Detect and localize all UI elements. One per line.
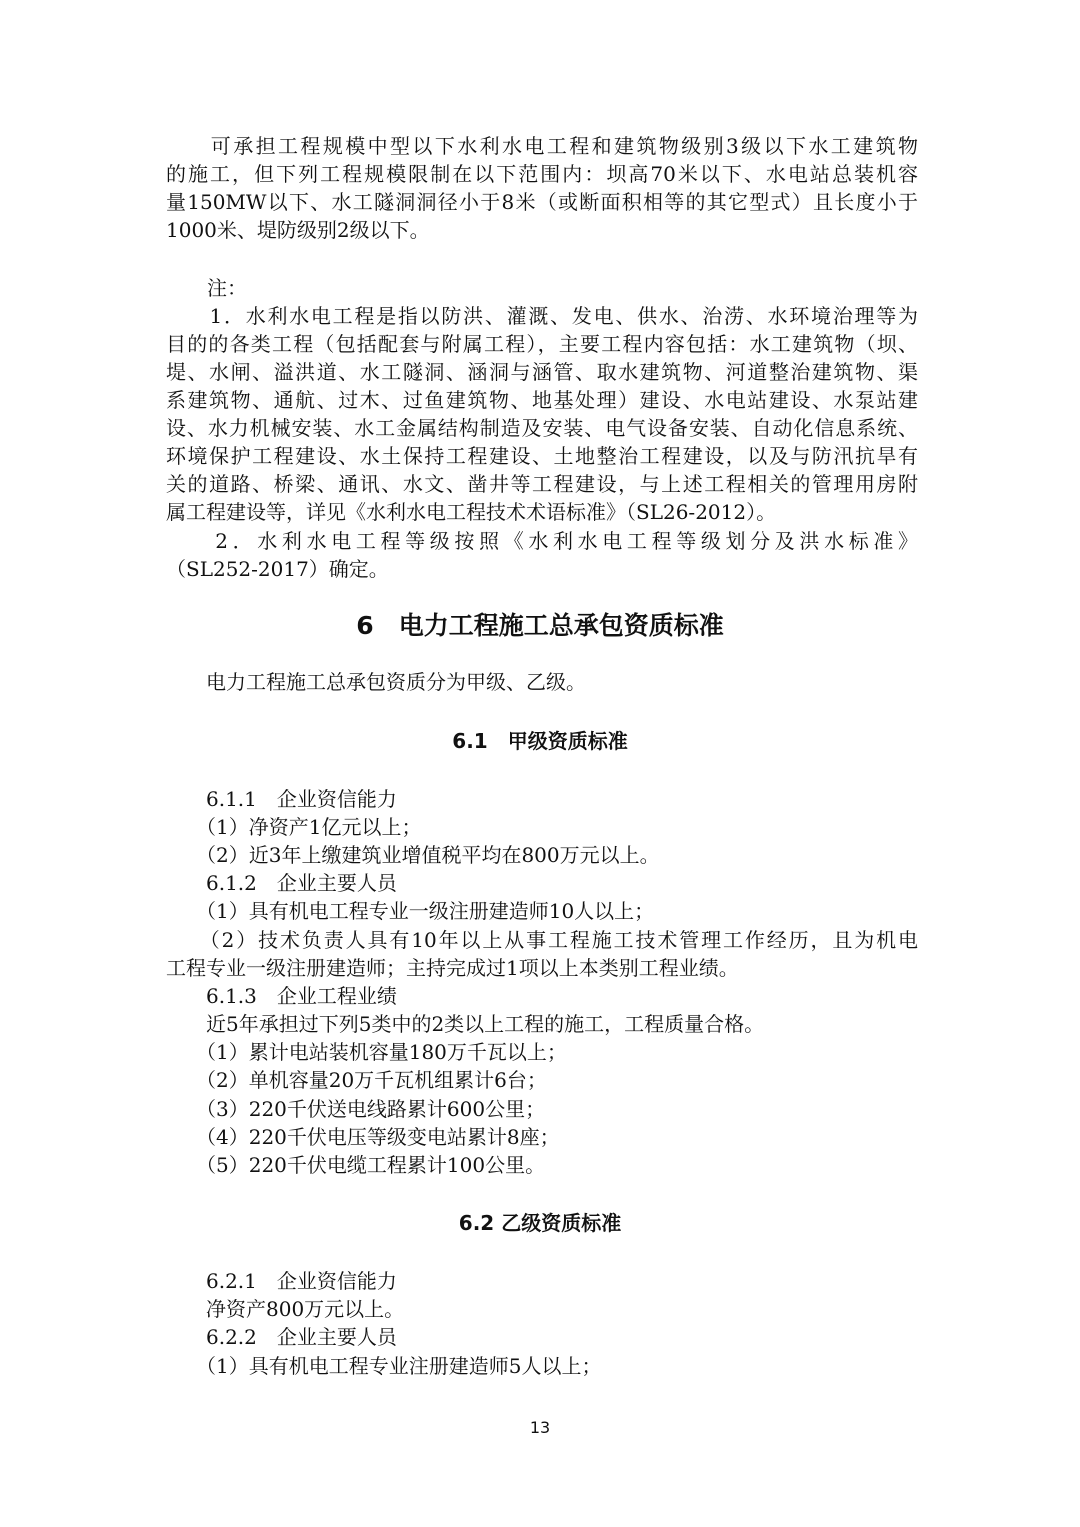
note-item-line: 关的道路、桥梁、通讯、水文、凿井等工程建设，与上述工程相关的管理用房附 [166,472,918,496]
note-item-line: （SL252-2017）确定。 [166,557,389,581]
intro-line: 1000米、堤防级别2级以下。 [166,218,430,242]
intro-line: 量150MW以下、水工隧洞洞径小于8米（或断面积相等的其它型式）且长度小于 [166,190,918,214]
note-item-line: 1．水利水电工程是指以防洪、灌溉、发电、供水、治涝、水环境治理等为 [166,304,918,328]
note-item-line: 系建筑物、通航、过木、过鱼建筑物、地基处理）建设、水电站建设、水泵站建 [166,388,918,412]
body-line: 6.1.2 企业主要人员 [166,871,397,895]
body-line: 6.1.3 企业工程业绩 [166,984,397,1008]
body-line: 6.1.1 企业资信能力 [166,787,397,811]
note-item-line: 2．水利水电工程等级按照《水利水电工程等级划分及洪水标准》 [166,529,918,553]
section-heading: 6 电力工程施工总承包资质标准 [356,611,724,640]
intro-line: 的施工，但下列工程规模限制在以下范围内：坝高70米以下、水电站总装机容 [166,162,918,186]
body-line: （1）具有机电工程专业一级注册建造师10人以上； [166,899,655,923]
body-line: （2）单机容量20万千瓦机组累计6台； [166,1068,547,1092]
note-item-line: 设、水力机械安装、水工金属结构制造及安装、电气设备安装、自动化信息系统、 [166,416,918,440]
body-line: 近5年承担过下列5类中的2类以上工程的施工，工程质量合格。 [166,1012,765,1036]
body-line: 工程专业一级注册建造师；主持完成过1项以上本类别工程业绩。 [166,956,739,980]
body-line: （3）220千伏送电线路累计600公里； [166,1097,546,1121]
body-line: 6.2.2 企业主要人员 [166,1325,397,1349]
body-line: （4）220千伏电压等级变电站累计8座； [166,1125,560,1149]
note-item-line: 堤、水闸、溢洪道、水工隧洞、涵洞与涵管、取水建筑物、河道整治建筑物、渠 [166,360,918,384]
subsection-heading: 6.2 乙级资质标准 [458,1211,622,1235]
body-line: （2）近3年上缴建筑业增值税平均在800万元以上。 [166,843,660,867]
page-number: 13 [529,1418,551,1437]
body-line: （1）累计电站装机容量180万千瓦以上； [166,1040,567,1064]
body-line: （2）技术负责人具有10年以上从事工程施工技术管理工作经历，且为机电 [166,928,918,952]
note-item-line: 目的的各类工程（包括配套与附属工程），主要工程内容包括：水工建筑物（坝、 [166,332,918,356]
section-intro: 电力工程施工总承包资质分为甲级、乙级。 [166,670,586,694]
subsection-heading: 6.1 甲级资质标准 [452,729,628,753]
body-line: （1）净资产1亿元以上； [166,815,422,839]
note-item-line: 属工程建设等，详见《水利水电工程技术术语标准》（SL26-2012）。 [166,500,777,524]
note-label: 注： [207,276,247,300]
intro-line: 可承担工程规模中型以下水利水电工程和建筑物级别3级以下水工建筑物 [166,134,918,158]
body-line: （1）具有机电工程专业注册建造师5人以上； [166,1354,602,1378]
body-line: 净资产800万元以上。 [166,1297,405,1321]
body-line: 6.2.1 企业资信能力 [166,1269,397,1293]
note-item-line: 环境保护工程建设、水土保持工程建设、土地整治工程建设，以及与防汛抗旱有 [166,444,918,468]
body-line: （5）220千伏电缆工程累计100公里。 [166,1153,546,1177]
